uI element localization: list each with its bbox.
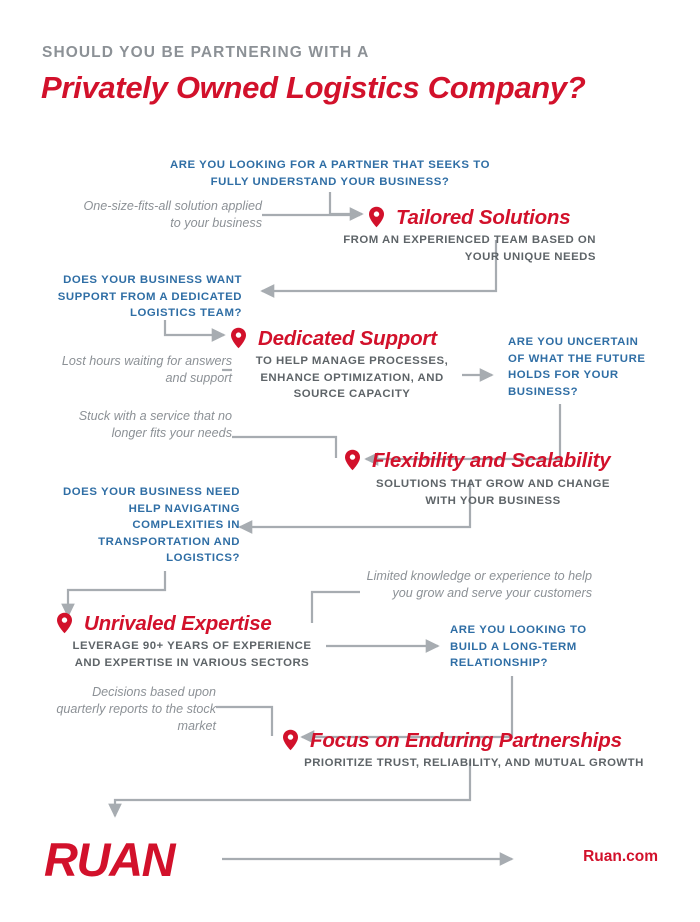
- feature-title-4: Unrivaled Expertise: [84, 612, 272, 635]
- feature-title-2: Dedicated Support: [258, 327, 437, 350]
- feature-subtitle-4: LEVERAGE 90+ YEARS OF EXPERIENCE AND EXPERTISE IN VARIOUS SECTORS: [72, 640, 312, 669]
- map-pin-icon-3: [344, 449, 361, 471]
- feature-subtitle-5: PRIORITIZE TRUST, RELIABILITY, AND MUTUAL GROWTH: [304, 757, 644, 769]
- question-3: ARE YOU UNCERTAIN OF WHAT THE FUTURE HOLDS FOR YOUR BUSINESS?: [508, 336, 646, 398]
- map-pin-icon-1: [368, 206, 385, 228]
- feature-subtitle-3: SOLUTIONS THAT GROW AND CHANGE WITH YOUR BUSINESS: [376, 478, 610, 507]
- feature-title-5: Focus on Enduring Partnerships: [310, 729, 622, 752]
- pain-point-3: Stuck with a service that no longer fits your needs: [78, 409, 232, 440]
- pain-point-5: Decisions based upon quarterly reports to the stock market: [56, 685, 216, 733]
- website-url[interactable]: Ruan.com: [583, 848, 658, 865]
- feature-title-3: Flexibility and Scalability: [372, 449, 611, 472]
- map-pin-icon-4: [56, 612, 73, 634]
- map-pin-icon-2: [230, 327, 247, 349]
- pain-point-1: One-size-fits-all solution applied to your business: [83, 199, 262, 230]
- feature-subtitle-2: TO HELP MANAGE PROCESSES, ENHANCE OPTIMIZATION, AND SOURCE CAPACITY: [255, 355, 449, 400]
- feature-title-1: Tailored Solutions: [396, 206, 571, 229]
- pain-point-4: Limited knowledge or experience to help you grow and serve your customers: [366, 569, 592, 600]
- question-1: ARE YOU LOOKING FOR A PARTNER THAT SEEKS TO FULLY UNDERSTAND YOUR BUSINESS?: [169, 159, 491, 188]
- pain-point-2: Lost hours waiting for answers and support: [61, 354, 232, 385]
- feature-subtitle-1: FROM AN EXPERIENCED TEAM BASED ON YOUR UNIQUE NEEDS: [343, 234, 596, 263]
- map-pin-icon-5: [282, 729, 299, 751]
- question-2: DOES YOUR BUSINESS WANT SUPPORT FROM A DEDICATED LOGISTICS TEAM?: [57, 274, 242, 319]
- ruan-logo: RUAN: [44, 833, 175, 886]
- page-kicker: SHOULD YOU BE PARTNERING WITH A: [42, 44, 370, 61]
- question-5: ARE YOU LOOKING TO BUILD A LONG-TERM RELATIONSHIP?: [450, 624, 587, 669]
- page-title: Privately Owned Logistics Company?: [41, 70, 586, 105]
- question-4: DOES YOUR BUSINESS NEED HELP NAVIGATING COMPLEXITIES IN TRANSPORTATION AND LOGISTICS?: [62, 486, 240, 564]
